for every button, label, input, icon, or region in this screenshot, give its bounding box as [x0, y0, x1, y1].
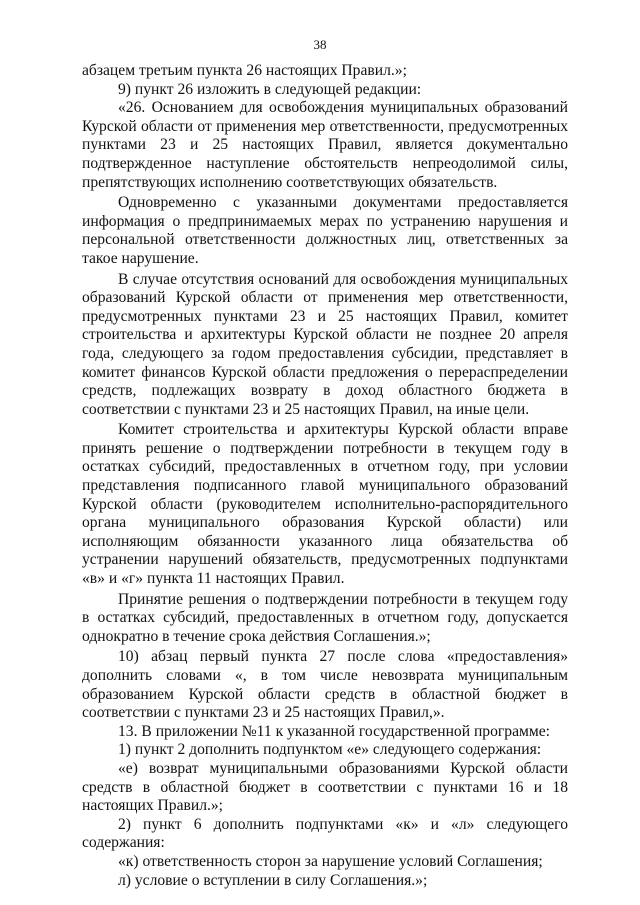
paragraph: «26. Основанием для освобождения муниципальных образований Курской области от применения мер ответственности, предусмотренных пунктами 23 и 25 настоящих Правил, является документально подтвержденное наступление обстоятельств непреодолимой силы, препятствующих исполнению соответствующих обязательств.	[82, 99, 568, 191]
paragraph: «к) ответственность сторон за нарушение условий Соглашения;	[118, 852, 543, 870]
paragraph: л) условие о вступлении в силу Соглашения.»;	[118, 871, 428, 889]
page-number: 38	[313, 37, 327, 52]
paragraph: В случае отсутствия оснований для освобождения муниципальных образований Курской области от применения мер ответственности, предусмотренных пунктами 23 и 25 настоящих Правил, комитет строительства и архитектуры Курской области не позднее 20 апреля года, следующего за годом предоставления субсидии, представляет в комитет финансов Курской области предложения о перераспределении средств, подлежащих возврату в доход областного бюджета в соответствии с пунктами 23 и 25 настоящих Правил, на иные цели.	[82, 270, 568, 418]
paragraph: 10) абзац первый пункта 27 после слова «предоставления» дополнить словами «, в том числе невозврата муниципальным образованием Курской области средств в областной бюджет в соответствии с пунктами 23 и 25 настоящих Правил,».	[82, 648, 568, 722]
paragraph: 9) пункт 26 изложить в следующей редакции:	[118, 80, 422, 98]
paragraph: Принятие решения о подтверждении потребности в текущем году в остатках субсидий, предоставленных в отчетном году, допускается однократно в течение срока действия Соглашения.»;	[82, 590, 568, 645]
paragraph: 1) пункт 2 дополнить подпунктом «е» следующего содержания:	[118, 741, 542, 759]
paragraph: Одновременно с указанными документами предоставляется информация о предпринимаемых мерах по устранению нарушения и персональной ответственности должностных лиц, ответственных за такое нарушение.	[82, 194, 568, 267]
paragraph: абзацем третьим пункта 26 настоящих Правил.»;	[82, 62, 407, 79]
paragraph: Комитет строительства и архитектуры Курской области вправе принять решение о подтверждении потребности в текущем году в остатках субсидий, предоставленных в отчетном году, при условии представления подписанного главой муниципального образований Курской области (руководителем исполнительно-распорядительного органа муниципального образования Курской области) или исполняющим обязанности указанного лица обязательства об устранении нарушений обязательств, предусмотренных подпунктами «в» и «г» пункта 11 настоящих Правил.	[82, 421, 568, 588]
document-body	[82, 62, 568, 890]
paragraph: 13. В приложении №11 к указанной государственной программе:	[118, 722, 551, 740]
paragraph: «е) возврат муниципальными образованиями Курской области средств в областной бюджет в соответствии с пунктами 16 и 18 настоящих Правил.»;	[82, 759, 568, 815]
paragraph: 2) пункт 6 дополнить подпунктами «к» и «л» следующего содержания:	[82, 815, 568, 852]
